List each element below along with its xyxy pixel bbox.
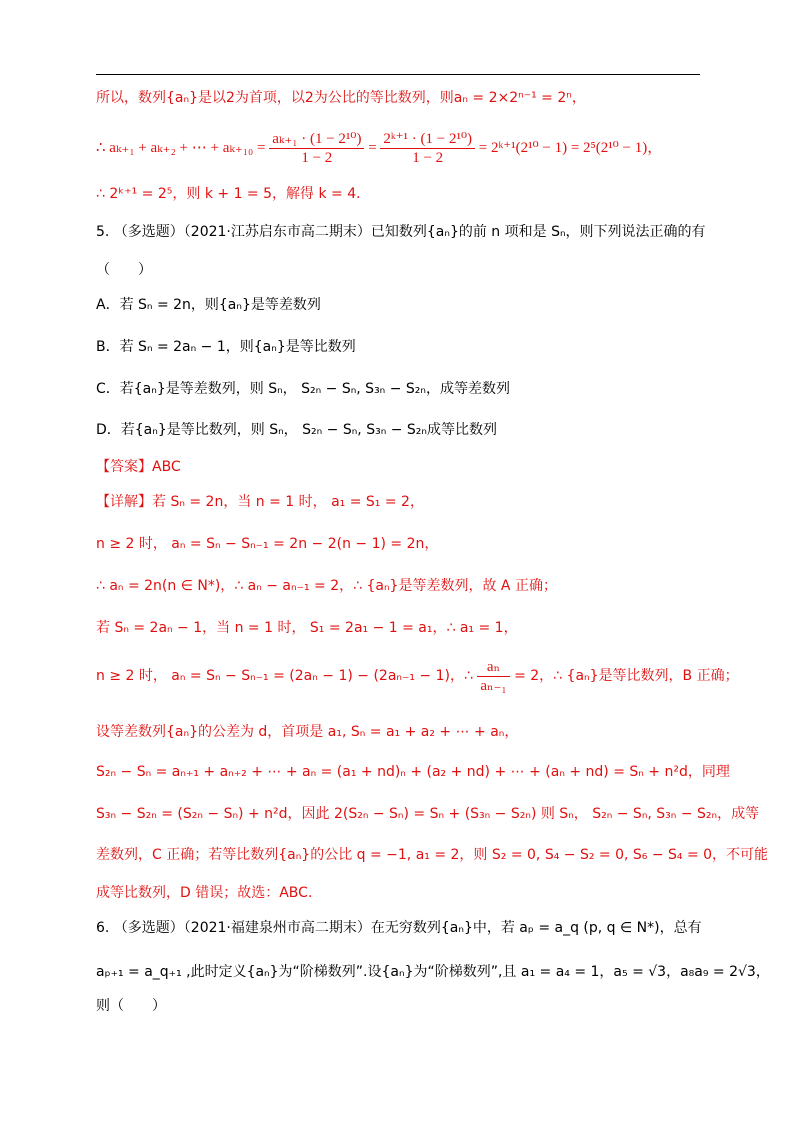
- detail-line-2: n ≥ 2 时， aₙ = Sₙ − Sₙ₋₁ = 2n − 2(n − 1) = 2n，: [96, 536, 439, 552]
- equation-line-sum: ∴ aₖ₊₁ + aₖ₊₂ + ⋯ + aₖ₊₁₀ = $\frac{\text{aₖ₊₁ · (1 − 2¹⁰)}}{1 - 2}$ = $\frac{\text{2ᵏ⁺¹ · (1 − 2¹⁰)}}{1 - 2}$ = 2ᵏ⁺¹(2¹⁰ − 1) = 2⁵(2¹⁰ − 1)，: [96, 131, 663, 167]
- question-6-stem: 6. （多选题）（2021·福建泉州市高二期末）在无穷数列{aₙ}中，若 aₚ = a_q (p, q ∈ N*)，总有: [96, 920, 702, 936]
- detail-line-4: 若 Sₙ = 2aₙ − 1，当 n = 1 时， S₁ = 2a₁ − 1 = a₁，∴ a₁ = 1，: [96, 620, 518, 636]
- sum-expression: ∴ aₖ₊₁ + aₖ₊₂ + ⋯ + aₖ₊₁₀ =: [96, 140, 266, 156]
- sum-result: = 2ᵏ⁺¹(2¹⁰ − 1) = 2⁵(2¹⁰ − 1)，: [478, 140, 663, 156]
- fraction-ratio: $\frac{\text{aₙ}}{\text{aₙ₋₁}}$: [477, 658, 509, 695]
- question-6-line-3: 则（ ）: [96, 998, 166, 1014]
- question-6-line-2: aₚ₊₁ = a_q₊₁ ,此时定义{aₙ}为“阶梯数列”.设{aₙ}为“阶梯数列”,且 a₁ = a₄ = 1，a₅ = √3，a₈a₉ = 2√3，: [96, 964, 770, 980]
- fraction-1: $\frac{\text{aₖ₊₁ · (1 − 2¹⁰)}}{1 - 2}$: [269, 130, 364, 167]
- option-a: A．若 Sₙ = 2n，则{aₙ}是等差数列: [96, 297, 321, 313]
- detail-line-6: 设等差数列{aₙ}的公差为 d，首项是 a₁, Sₙ = a₁ + a₂ + ⋯ + aₙ，: [96, 724, 519, 740]
- question-5-stem: 5. （多选题）（2021·江苏启东市高二期末）已知数列{aₙ}的前 n 项和是 Sₙ，则下列说法正确的有: [96, 224, 706, 240]
- text-line-3: ∴ 2ᵏ⁺¹ = 2⁵，则 k + 1 = 5，解得 k = 4．: [96, 186, 371, 202]
- detail-line-3: ∴ aₙ = 2n(n ∈ N*)，∴ aₙ − aₙ₋₁ = 2，∴ {aₙ}是等差数列，故 A 正确；: [96, 578, 557, 594]
- text-line-1: 所以，数列{aₙ}是以2为首项，以2为公比的等比数列，则aₙ = 2×2ⁿ⁻¹ = 2ⁿ，: [96, 90, 586, 106]
- answer-label: 【答案】ABC: [96, 459, 181, 475]
- option-c: C．若{aₙ}是等差数列，则 Sₙ， S₂ₙ − Sₙ, S₃ₙ − S₂ₙ，成等差数列: [96, 381, 510, 397]
- detail-line-1: 【详解】若 Sₙ = 2n，当 n = 1 时， a₁ = S₁ = 2，: [96, 494, 424, 510]
- header-rule: [96, 74, 700, 75]
- option-d: D．若{aₙ}是等比数列，则 Sₙ， S₂ₙ − Sₙ, S₃ₙ − S₂ₙ成等比数列: [96, 422, 497, 438]
- detail-line-8: S₃ₙ − S₂ₙ = (S₂ₙ − Sₙ) + n²d，因此 2(S₂ₙ − Sₙ) = Sₙ + (S₃ₙ − S₂ₙ) 则 Sₙ， S₂ₙ − Sₙ, S₃ₙ − S₂ₙ，成等: [96, 806, 760, 822]
- detail-line-5: n ≥ 2 时， aₙ = Sₙ − Sₙ₋₁ = (2aₙ − 1) − (2aₙ₋₁ − 1)，∴ $\frac{\text{aₙ}}{\text{aₙ₋₁}}$ = 2，∴ {aₙ}是等比数列，B 正确；: [96, 658, 739, 694]
- detail-line-9: 差数列，C 正确；若等比数列{aₙ}的公比 q = −1, a₁ = 2，则 S₂ = 0, S₄ − S₂ = 0, S₆ − S₄ = 0，不可能: [96, 847, 769, 863]
- detail-line-10: 成等比数列，D 错误；故选：ABC.: [96, 885, 313, 901]
- fraction-2: $\frac{\text{2ᵏ⁺¹ · (1 − 2¹⁰)}}{1 - 2}$: [380, 130, 475, 167]
- detail-line-7: S₂ₙ − Sₙ = aₙ₊₁ + aₙ₊₂ + ⋯ + aₙ = (a₁ + nd)ₙ + (a₂ + nd) + ⋯ + (aₙ + nd) = Sₙ + n²d，同理: [96, 764, 730, 780]
- option-b: B．若 Sₙ = 2aₙ − 1，则{aₙ}是等比数列: [96, 339, 356, 355]
- question-5-blank: （ ）: [96, 262, 152, 278]
